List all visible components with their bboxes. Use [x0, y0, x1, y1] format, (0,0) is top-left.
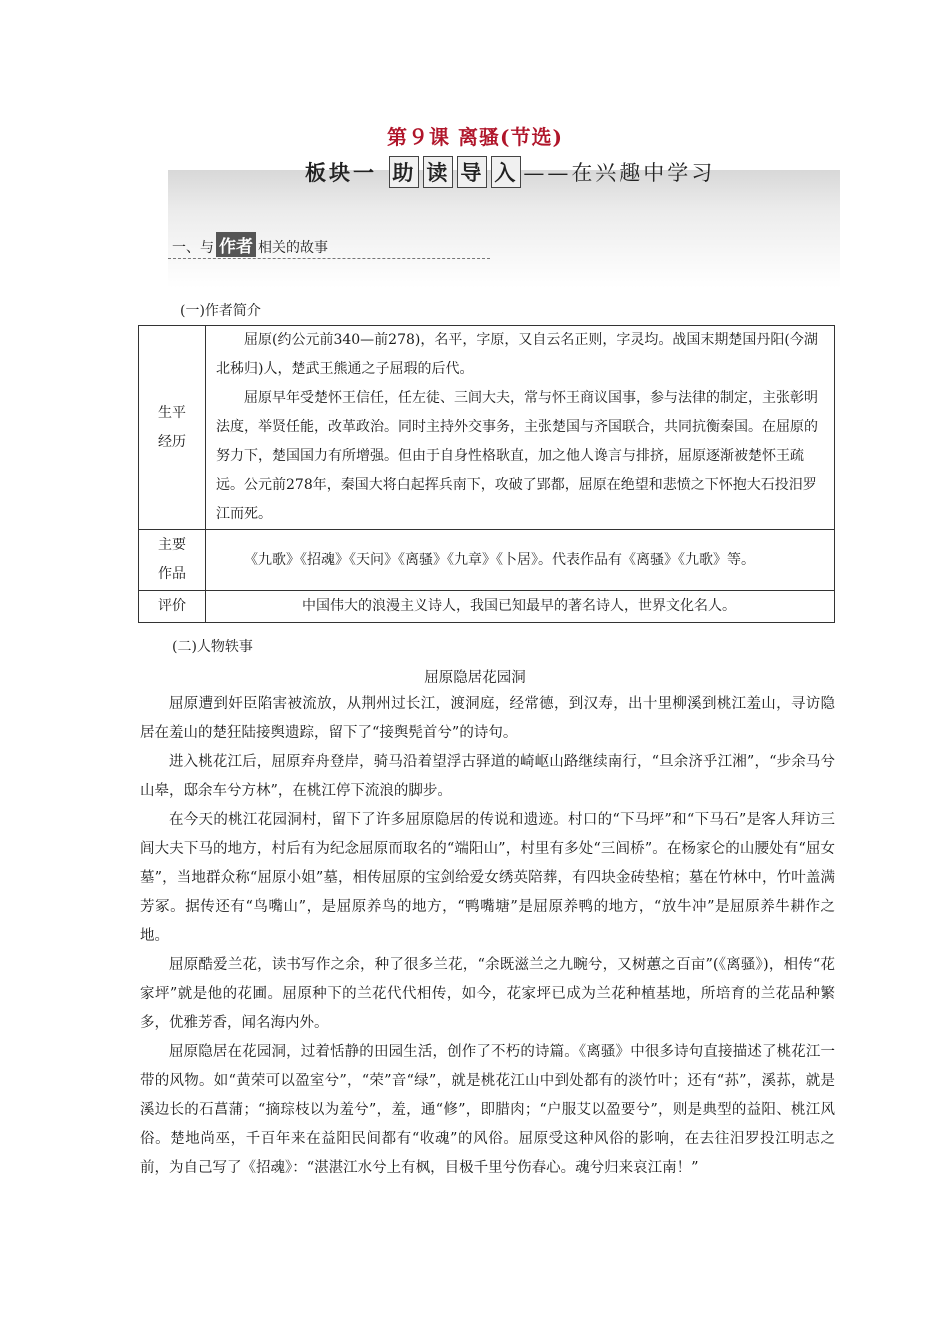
story-body: [140, 690, 835, 1183]
banner-char: 入: [491, 156, 521, 188]
story-paragraph: 屈原酷爱兰花，读书写作之余，种了很多兰花，“余既滋兰之九畹兮，又树蕙之百亩”(《离骚》)，相传“花家坪”就是他的花圃。屈原种下的兰花代代相传，如今，花家坪已成为兰花种植基地，所培育的兰花品种繁多，优雅芳香，闻名海内外。: [140, 957, 835, 1031]
row-content-life: [206, 326, 835, 530]
subsection-author-intro: (一)作者简介: [180, 303, 261, 319]
banner-char: 读: [423, 156, 453, 188]
banner-suffix: ——在兴趣中学习: [523, 161, 716, 185]
page-title: 第９课 离骚(节选): [387, 125, 563, 149]
story-paragraph: 在今天的桃江花园洞村，留下了许多屈原隐居的传说和遗迹。村口的“下马坪”和“下马石”是客人拜访三闾大夫下马的地方，村后有为纪念屈原而取名的“端阳山”，村里有多处“三闾桥”。在杨家仑的山腰处有“屈女墓”，当地群众称“屈原小姐”墓，相传屈原的宝剑给爱女绣英陪葬，有四块金砖垫棺；墓在竹林中，竹叶盖满芳冢。据传还有“鸟嘴山”，是屈原养鸟的地方，“鸭嘴塘”是屈原养鸭的地方，“放牛冲”是屈原养牛耕作之地。: [140, 812, 835, 944]
banner-title: [305, 156, 715, 188]
content-paragraph: 中国伟大的浪漫主义诗人，我国已知最早的著名诗人，世界文化名人。: [302, 598, 736, 614]
author-info-table: [138, 325, 835, 623]
story-paragraph: 屈原遭到奸臣陷害被流放，从荆州过长江，渡洞庭，经常德，到汉寿，出十里柳溪到桃江羞山，寻访隐居在羞山的楚狂陆接舆遗踪，留下了“接舆髡首兮”的诗句。: [140, 696, 835, 741]
row-label-text: 生平 经历: [158, 404, 186, 450]
story-title: 屈原隐居花园洞: [424, 670, 526, 686]
section-boxed-label: 作者: [216, 232, 256, 257]
row-content-evaluation: [206, 591, 835, 623]
table-row: [139, 326, 835, 530]
banner-char: 导: [457, 156, 487, 188]
row-label-text: 主要 作品: [158, 537, 186, 582]
row-content-works: [206, 530, 835, 591]
banner-char: 助: [389, 156, 419, 188]
content-paragraph: 屈原早年受楚怀王信任，任左徒、三闾大夫，常与怀王商议国事，参与法律的制定，主张彰明法度，举贤任能，改革政治。同时主持外交事务，主张楚国与齐国联合，共同抗衡秦国。在屈原的努力下，楚国国力有所增强。但由于自身性格耿直，加之他人谗言与排挤，屈原逐渐被楚怀王疏远。公元前278年，秦国大将白起挥兵南下，攻破了郢都，屈原在绝望和悲愤之下怀抱大石投汨罗江而死。: [216, 390, 818, 522]
table-row: [139, 530, 835, 591]
row-label-text: 评价: [158, 598, 186, 614]
story-paragraph: 屈原隐居在花园洞，过着恬静的田园生活，创作了不朽的诗篇。《离骚》中很多诗句直接描述了桃花江一带的风物。如“黄荣可以盈室兮”，“荣”音“绿”，就是桃花江山中到处都有的淡竹叶；还有“荪”，溪荪，就是溪边长的石菖蒲；“摘琮枝以为羞兮”，羞，通“修”，即腊肉；“户服艾以盈要兮”，则是典型的益阳、桃江风俗。楚地尚巫，千百年来在益阳民间都有“收魂”的风俗。屈原受这种风俗的影响，在去往汨罗投江明志之前，为自己写了《招魂》：“湛湛江水兮上有枫，目极千里兮伤春心。魂兮归来哀江南！”: [140, 1044, 835, 1176]
row-label-life: [139, 326, 206, 530]
row-label-evaluation: [139, 591, 206, 623]
table-row: [139, 591, 835, 623]
banner-prefix: 板块一: [305, 160, 377, 185]
subsection-anecdotes: (二)人物轶事: [172, 639, 253, 655]
content-paragraph: 屈原(约公元前340—前278)，名平，字原，又自云名正则，字灵均。战国末期楚国丹阳(今湖北秭归)人，楚武王熊通之子屈瑕的后代。: [216, 332, 818, 377]
content-paragraph: 《九歌》《招魂》《天问》《离骚》《九章》《卜居》。代表作品有《离骚》《九歌》等。: [244, 551, 755, 568]
section-prefix: 一、与: [172, 240, 214, 256]
story-paragraph: 进入桃花江后，屈原弃舟登岸，骑马沿着望浮古驿道的崎岖山路继续南行，“旦余济乎江湘”，“步余马兮山皋，邸余车兮方林”，在桃江停下流浪的脚步。: [140, 754, 835, 799]
dashed-divider: [168, 258, 490, 259]
row-label-works: [139, 530, 206, 591]
section-heading: [172, 232, 328, 257]
section-suffix: 相关的故事: [258, 240, 328, 256]
